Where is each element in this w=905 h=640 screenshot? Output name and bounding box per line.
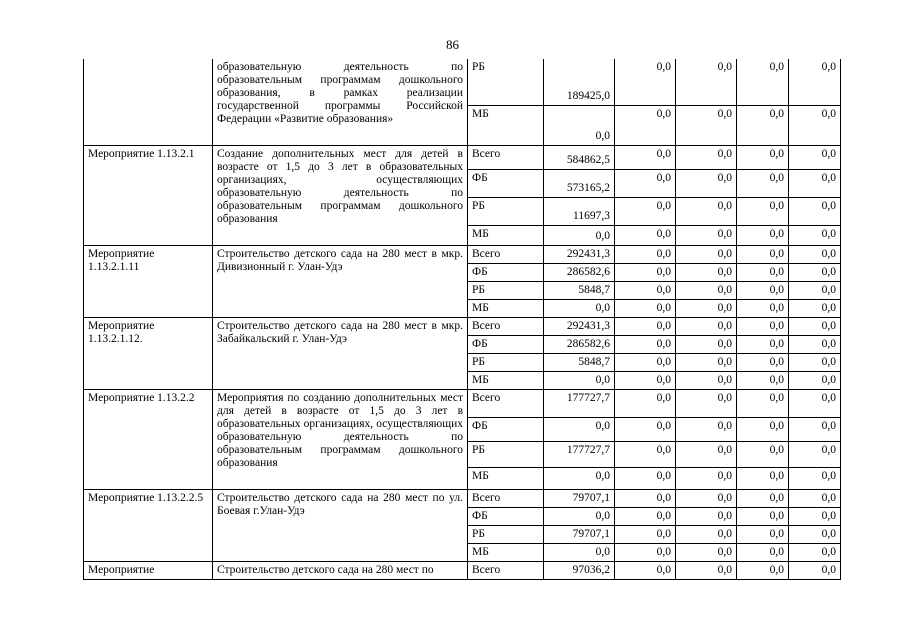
year-value: 0,0 [676, 245, 737, 263]
year-value: 0,0 [737, 561, 789, 579]
year-value: 0,0 [676, 299, 737, 317]
year-value: 0,0 [737, 441, 789, 467]
total-amount: 0,0 [544, 417, 615, 441]
year-value: 0,0 [789, 59, 841, 105]
total-amount: 584862,5 [544, 145, 615, 169]
year-value: 0,0 [789, 371, 841, 389]
year-value: 0,0 [737, 389, 789, 417]
year-value: 0,0 [737, 263, 789, 281]
year-value: 0,0 [737, 353, 789, 371]
year-value: 0,0 [789, 197, 841, 225]
year-value: 0,0 [676, 525, 737, 543]
year-value: 0,0 [676, 441, 737, 467]
total-amount: 286582,6 [544, 263, 615, 281]
year-value: 0,0 [789, 417, 841, 441]
funding-source: РБ [468, 281, 544, 299]
year-value: 0,0 [676, 417, 737, 441]
table-row [84, 489, 841, 507]
year-value: 0,0 [789, 317, 841, 335]
measure-name: образовательную деятельность по образовательным программам дошкольного образования, в рамках реализации государственной программы Российской Федерации «Развитие образования» [213, 59, 468, 145]
year-value: 0,0 [789, 525, 841, 543]
year-value: 0,0 [789, 353, 841, 371]
table-row [84, 59, 841, 105]
funding-source: МБ [468, 105, 544, 145]
total-amount: 0,0 [544, 225, 615, 245]
year-value: 0,0 [737, 467, 789, 489]
funding-source: Всего [468, 317, 544, 335]
year-value: 0,0 [615, 197, 676, 225]
total-amount: 292431,3 [544, 317, 615, 335]
measure-code [84, 59, 213, 145]
year-value: 0,0 [615, 353, 676, 371]
table-body [84, 59, 841, 579]
funding-source: Всего [468, 489, 544, 507]
funding-source: Всего [468, 245, 544, 263]
year-value: 0,0 [615, 417, 676, 441]
year-value: 0,0 [789, 281, 841, 299]
year-value: 0,0 [615, 489, 676, 507]
year-value: 0,0 [676, 263, 737, 281]
funding-source: Всего [468, 389, 544, 417]
measure-code: Мероприятие 1.13.2.2 [84, 389, 213, 489]
year-value: 0,0 [789, 105, 841, 145]
year-value: 0,0 [615, 169, 676, 197]
year-value: 0,0 [615, 389, 676, 417]
measure-code: Мероприятие 1.13.2.1.12. [84, 317, 213, 389]
funding-source: МБ [468, 371, 544, 389]
table-row [84, 245, 841, 263]
year-value: 0,0 [789, 507, 841, 525]
year-value: 0,0 [737, 105, 789, 145]
funding-source: МБ [468, 299, 544, 317]
measure-name: Строительство детского сада на 280 мест в мкр. Дивизионный г. Улан-Удэ [213, 245, 468, 317]
year-value: 0,0 [789, 299, 841, 317]
table-row [84, 317, 841, 335]
year-value: 0,0 [737, 281, 789, 299]
year-value: 0,0 [737, 525, 789, 543]
measure-code: Мероприятие 1.13.2.1 [84, 145, 213, 245]
year-value: 0,0 [676, 561, 737, 579]
year-value: 0,0 [676, 371, 737, 389]
year-value: 0,0 [737, 417, 789, 441]
funding-source: МБ [468, 467, 544, 489]
year-value: 0,0 [615, 281, 676, 299]
funding-source: РБ [468, 441, 544, 467]
total-amount: 286582,6 [544, 335, 615, 353]
year-value: 0,0 [615, 299, 676, 317]
funding-source: ФБ [468, 507, 544, 525]
year-value: 0,0 [789, 441, 841, 467]
total-amount: 5848,7 [544, 281, 615, 299]
year-value: 0,0 [676, 59, 737, 105]
year-value: 0,0 [789, 489, 841, 507]
year-value: 0,0 [789, 335, 841, 353]
table-row [84, 389, 841, 417]
total-amount: 177727,7 [544, 389, 615, 417]
year-value: 0,0 [737, 299, 789, 317]
total-amount: 0,0 [544, 105, 615, 145]
year-value: 0,0 [615, 245, 676, 263]
funding-source: МБ [468, 225, 544, 245]
total-amount: 177727,7 [544, 441, 615, 467]
year-value: 0,0 [789, 169, 841, 197]
year-value: 0,0 [615, 105, 676, 145]
funding-source: Всего [468, 561, 544, 579]
year-value: 0,0 [737, 197, 789, 225]
year-value: 0,0 [737, 225, 789, 245]
measure-name: Строительство детского сада на 280 мест по [213, 561, 468, 579]
measure-name: Строительство детского сада на 280 мест в мкр. Забайкальский г. Улан-Удэ [213, 317, 468, 389]
year-value: 0,0 [676, 543, 737, 561]
year-value: 0,0 [676, 489, 737, 507]
funding-source: ФБ [468, 417, 544, 441]
year-value: 0,0 [676, 389, 737, 417]
year-value: 0,0 [737, 317, 789, 335]
budget-table [83, 59, 841, 580]
total-amount: 573165,2 [544, 169, 615, 197]
year-value: 0,0 [615, 543, 676, 561]
year-value: 0,0 [737, 371, 789, 389]
measure-code: Мероприятие 1.13.2.2.5 [84, 489, 213, 561]
year-value: 0,0 [789, 389, 841, 417]
table-row [84, 561, 841, 579]
year-value: 0,0 [676, 353, 737, 371]
funding-source: РБ [468, 353, 544, 371]
year-value: 0,0 [676, 467, 737, 489]
year-value: 0,0 [615, 525, 676, 543]
measure-name: Строительство детского сада на 280 мест по ул. Боевая г.Улан-Удэ [213, 489, 468, 561]
year-value: 0,0 [615, 225, 676, 245]
year-value: 0,0 [789, 263, 841, 281]
year-value: 0,0 [615, 263, 676, 281]
year-value: 0,0 [737, 245, 789, 263]
year-value: 0,0 [615, 59, 676, 105]
year-value: 0,0 [615, 335, 676, 353]
total-amount: 0,0 [544, 543, 615, 561]
year-value: 0,0 [737, 145, 789, 169]
measure-code: Мероприятие 1.13.2.1.11 [84, 245, 213, 317]
year-value: 0,0 [789, 561, 841, 579]
funding-source: РБ [468, 197, 544, 225]
funding-source: ФБ [468, 263, 544, 281]
year-value: 0,0 [676, 225, 737, 245]
total-amount: 79707,1 [544, 525, 615, 543]
year-value: 0,0 [789, 145, 841, 169]
funding-source: МБ [468, 543, 544, 561]
year-value: 0,0 [615, 371, 676, 389]
year-value: 0,0 [789, 225, 841, 245]
year-value: 0,0 [676, 507, 737, 525]
year-value: 0,0 [789, 543, 841, 561]
year-value: 0,0 [737, 543, 789, 561]
year-value: 0,0 [615, 507, 676, 525]
year-value: 0,0 [789, 245, 841, 263]
total-amount: 79707,1 [544, 489, 615, 507]
total-amount: 0,0 [544, 467, 615, 489]
year-value: 0,0 [737, 489, 789, 507]
year-value: 0,0 [615, 561, 676, 579]
year-value: 0,0 [789, 467, 841, 489]
measure-code: Мероприятие [84, 561, 213, 579]
funding-source: ФБ [468, 169, 544, 197]
year-value: 0,0 [737, 169, 789, 197]
funding-source: Всего [468, 145, 544, 169]
total-amount: 0,0 [544, 299, 615, 317]
year-value: 0,0 [615, 467, 676, 489]
funding-source: ФБ [468, 335, 544, 353]
year-value: 0,0 [676, 335, 737, 353]
total-amount: 292431,3 [544, 245, 615, 263]
funding-source: РБ [468, 59, 544, 105]
total-amount: 11697,3 [544, 197, 615, 225]
total-amount: 5848,7 [544, 353, 615, 371]
year-value: 0,0 [676, 281, 737, 299]
year-value: 0,0 [737, 59, 789, 105]
year-value: 0,0 [615, 441, 676, 467]
total-amount: 0,0 [544, 371, 615, 389]
year-value: 0,0 [676, 317, 737, 335]
year-value: 0,0 [676, 169, 737, 197]
year-value: 0,0 [615, 317, 676, 335]
year-value: 0,0 [737, 507, 789, 525]
total-amount: 0,0 [544, 507, 615, 525]
total-amount: 97036,2 [544, 561, 615, 579]
year-value: 0,0 [737, 335, 789, 353]
year-value: 0,0 [676, 105, 737, 145]
measure-name: Создание дополнительных мест для детей в возрасте от 1,5 до 3 лет в образовательных организациях, осуществляющих образовательную деятельность по образовательным программам дошкольного образования [213, 145, 468, 245]
total-amount: 189425,0 [544, 59, 615, 105]
year-value: 0,0 [676, 197, 737, 225]
year-value: 0,0 [615, 145, 676, 169]
table-row [84, 145, 841, 169]
measure-name: Мероприятия по созданию дополнительных мест для детей в возрасте от 1,5 до 3 лет в образовательных организациях, осуществляющих образовательную деятельность по образовательным программам дошкольного образования [213, 389, 468, 489]
funding-source: РБ [468, 525, 544, 543]
page-number: 86 [446, 37, 459, 52]
year-value: 0,0 [676, 145, 737, 169]
